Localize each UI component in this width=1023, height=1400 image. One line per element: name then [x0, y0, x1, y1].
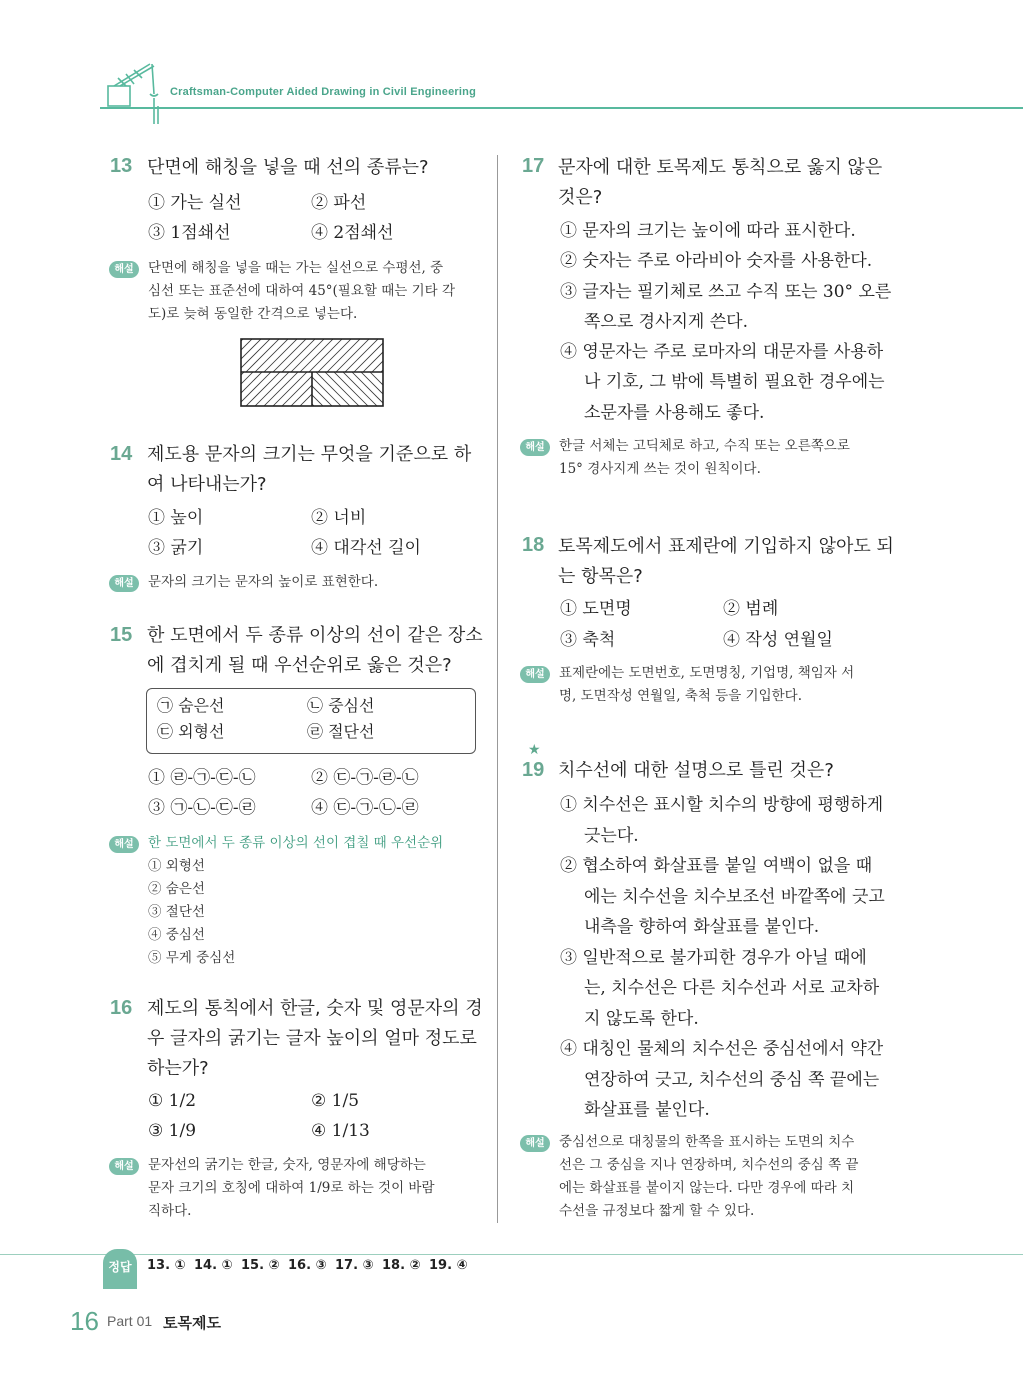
header-title: Craftsman-Computer Aided Drawing in Civil Engineering [170, 86, 476, 98]
question-text: 문자에 대한 토목제도 통칙으로 옳지 않은 것은? [558, 157, 883, 208]
crane-icon [100, 58, 180, 128]
column-divider [497, 155, 498, 1223]
answer-item: 17. ③ [335, 1258, 374, 1273]
page-number: 16 [70, 1306, 99, 1336]
part-label: Part 01 [107, 1313, 153, 1329]
explanation-list: ① 외형선 ② 숨은선 ③ 절단선 ④ 중심선 ⑤ 무게 중심선 [148, 858, 236, 966]
explanation-text: 단면에 해칭을 넣을 때는 가는 실선으로 수평선, 중 심선 또는 표준선에 대하여 45°(필요할 때는 기타 각 도)로 늦혀 동일한 간격으로 넣는다. [148, 260, 456, 322]
answer-label: 정답 [108, 1260, 132, 1274]
option: ② 1/5 [311, 1091, 360, 1111]
option: ① 도면명 [560, 599, 632, 619]
answer-item: 18. ② [382, 1258, 421, 1273]
question-number: 19 [522, 759, 545, 781]
question-number: 18 [522, 534, 545, 556]
question-text: 토목제도에서 표제란에 기입하지 않아도 되 는 항목은? [558, 536, 894, 587]
question-text: 치수선에 대한 설명으로 틀린 것은? [558, 760, 834, 781]
option: ④ 대각선 길이 [311, 538, 421, 558]
explanation-badge: 해설 [520, 666, 550, 683]
footer-rule [0, 1254, 1023, 1255]
answer-item: 14. ① [194, 1258, 233, 1273]
option: ③ ㉠-㉡-㉢-㉣ [148, 798, 256, 818]
part-name: 토목제도 [163, 1314, 221, 1332]
header-rule [100, 107, 1023, 109]
option: ④ 2점쇄선 [311, 223, 394, 243]
hatching-diagram [240, 338, 385, 408]
question-text: 제도의 통칙에서 한글, 숫자 및 영문자의 경 우 글자의 굵기는 글자 높이의 얼마 정도로 하는가? [147, 998, 483, 1079]
question-number: 13 [110, 155, 133, 177]
option: ① 가는 실선 [148, 193, 242, 213]
question-text: 단면에 해칭을 넣을 때 선의 종류는? [147, 157, 429, 178]
question-number: 14 [110, 443, 133, 465]
option: ② 너비 [311, 508, 367, 528]
explanation-badge: 해설 [109, 836, 139, 853]
box-item: ㉡ 중심선 [307, 696, 375, 715]
question-number: 16 [110, 997, 133, 1019]
option-list: ① 문자의 크기는 높이에 따라 표시한다. ② 숫자는 주로 아라비아 숫자를 사용한다. ③ 글자는 필기체로 쓰고 수직 또는 30° 오른 쪽으로 경사지게 쓴다. ④ 영문자는 주로 로마자의 대문자를 사용하 나 기호, 그 밖에 특별히 필요한 경우에는 소문자를 사용해도 좋다. [560, 221, 892, 423]
explanation-title: 한 도면에서 두 종류 이상의 선이 겹칠 때 우선순위 [148, 835, 444, 851]
option: ④ 1/13 [311, 1121, 370, 1141]
answer-item: 16. ③ [288, 1258, 327, 1273]
option: ① 1/2 [148, 1091, 197, 1111]
option: ④ ㉢-㉠-㉡-㉣ [311, 798, 419, 818]
option-list: ① 치수선은 표시할 치수의 방향에 평행하게 긋는다. ② 협소하여 화살표를 붙일 여백이 없을 때 에는 치수선을 치수보조선 바깥쪽에 긋고 내측을 향하여 화살표를 붙인다. ③ 일반적으로 불가피한 경우가 아닐 때에 는, 치수선은 다른 치수선과 서로 교차하 지 않도록 한다. ④ 대칭인 물체의 치수선은 중심선에서 약간 연장하여 긋고, 치수선의 중심 쪽 끝에는 화살표를 붙인다. [560, 795, 885, 1120]
explanation-text: 문자의 크기는 문자의 높이로 표현한다. [148, 574, 379, 590]
explanation-text: 중심선으로 대칭물의 한쪽을 표시하는 도면의 치수 선은 그 중심을 지나 연장하며, 치수선의 중심 쪽 끝 에는 화살표를 붙이지 않는다. 다만 경우에 따라 치 수선을 규정보다 짧게 할 수 있다. [559, 1134, 859, 1219]
answer-item: 13. ① [147, 1258, 186, 1273]
explanation-text: 한글 서체는 고딕체로 하고, 수직 또는 오른쪽으로 15° 경사지게 쓰는 것이 원칙이다. [559, 438, 850, 477]
option: ② ㉢-㉠-㉣-㉡ [311, 768, 419, 788]
option: ③ 1점쇄선 [148, 223, 231, 243]
option: ③ 굵기 [148, 538, 204, 558]
question-number: 17 [522, 155, 545, 177]
explanation-badge: 해설 [520, 1135, 550, 1152]
question-text: 한 도면에서 두 종류 이상의 선이 같은 장소 에 겹치게 될 때 우선순위로 옳은 것은? [147, 625, 483, 676]
option: ③ 축척 [560, 630, 616, 650]
answer-item: 19. ④ [429, 1258, 468, 1273]
option: ② 파선 [311, 193, 367, 213]
explanation-badge: 해설 [109, 575, 139, 592]
explanation-badge: 해설 [520, 439, 550, 456]
box-item: ㉣ 절단선 [307, 722, 375, 741]
explanation-badge: 해설 [109, 261, 139, 278]
option: ① 높이 [148, 508, 204, 528]
box-item: ㉢ 외형선 [157, 722, 225, 741]
box-item: ㉠ 숨은선 [157, 696, 225, 715]
explanation-text: 문자선의 굵기는 한글, 숫자, 영문자에 해당하는 문자 크기의 호칭에 대하여 1/9로 하는 것이 바람 직하다. [148, 1157, 435, 1219]
question-text: 제도용 문자의 크기는 무엇을 기준으로 하 여 나타내는가? [147, 444, 472, 495]
question-number: 15 [110, 624, 133, 646]
option: ③ 1/9 [148, 1121, 197, 1141]
star-icon: ★ [528, 742, 541, 758]
option: ② 범례 [723, 599, 779, 619]
explanation-badge: 해설 [109, 1158, 139, 1175]
answer-item: 15. ② [241, 1258, 280, 1273]
explanation-text: 표제란에는 도면번호, 도면명칭, 기업명, 책임자 서 명, 도면작성 연월일, 축척 등을 기입한다. [559, 665, 855, 704]
option: ④ 작성 연월일 [723, 630, 833, 650]
option: ① ㉣-㉠-㉢-㉡ [148, 768, 256, 788]
